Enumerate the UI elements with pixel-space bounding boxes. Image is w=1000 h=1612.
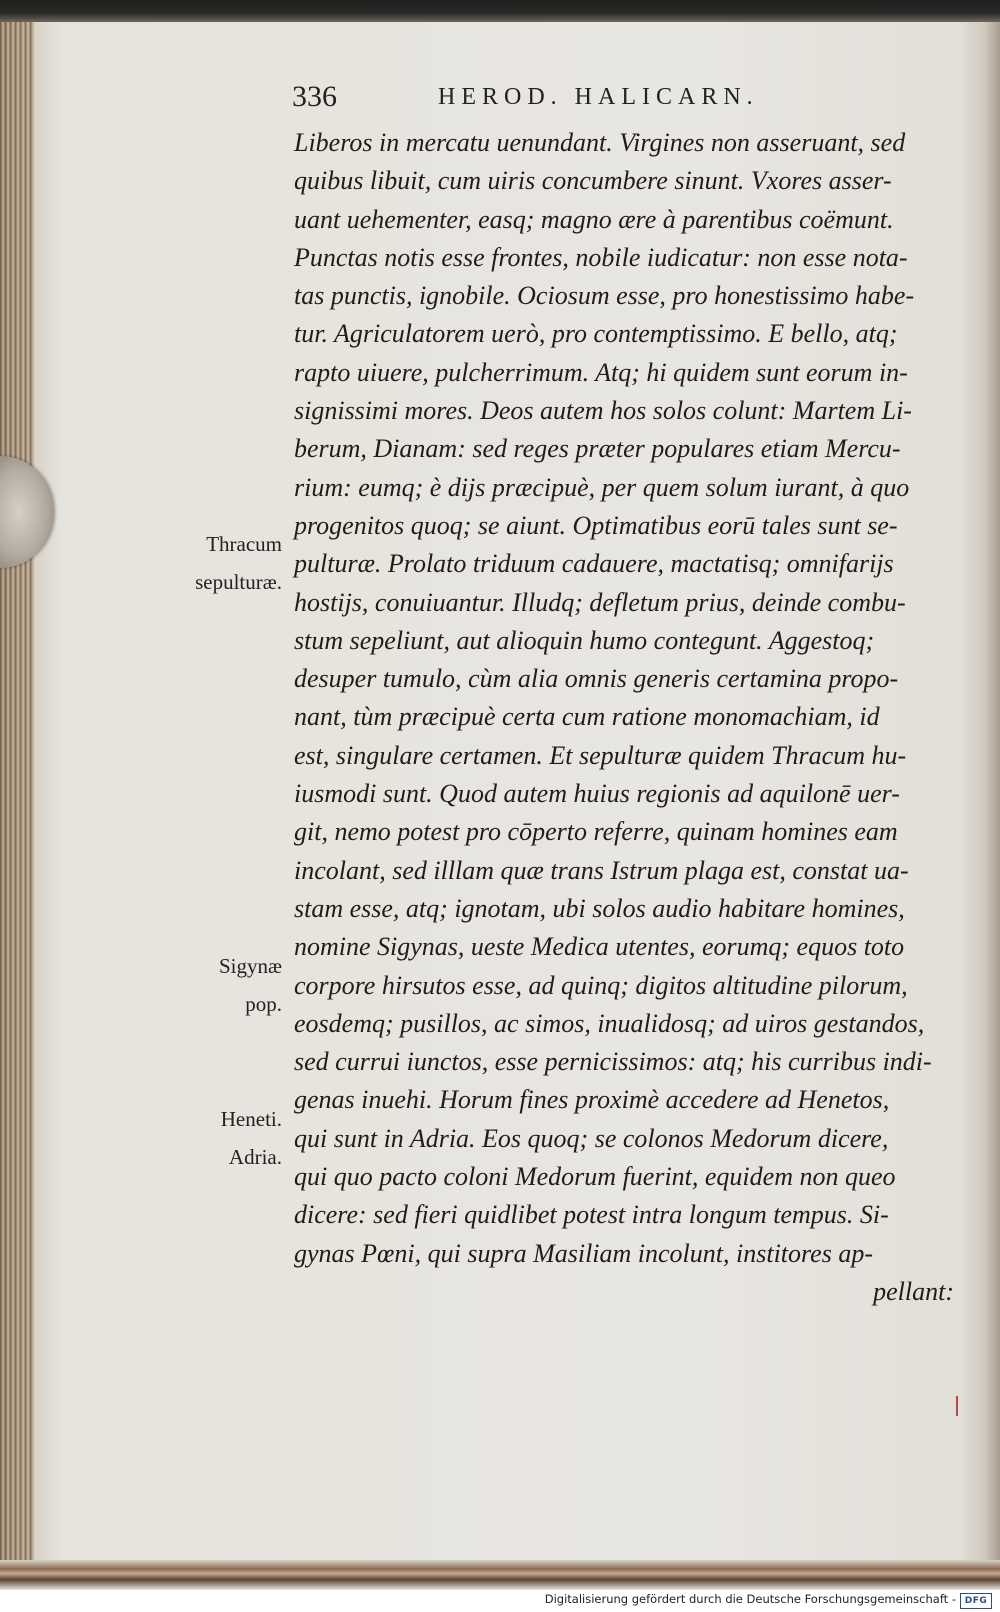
running-head: HEROD. HALICARN.: [438, 84, 759, 110]
text-line: sed currui iunctos, esse pernicissimos: atq; his curribus indi-: [294, 1047, 932, 1077]
text-line: genas inuehi. Horum fines proximè accedere ad Henetos,: [294, 1085, 890, 1115]
text-line: rium: eumq; è dijs præcipuè, per quem solum iurant, à quo: [294, 472, 910, 502]
text-line: quibus libuit, cum uiris concumbere sinunt. Vxores asser-: [294, 166, 892, 196]
dfg-logo: DFG: [960, 1593, 992, 1609]
text-line: Liberos in mercatu uenundant. Virgines non asseruant, sed: [294, 128, 906, 157]
text-line: rapto uiuere, pulcherrimum. Atq; hi quidem sunt eorum in-: [294, 357, 908, 387]
text-line: nant, tùm præcipuè certa cum ratione monomachiam, id: [294, 702, 880, 732]
text-line: dicere: sed fieri quidlibet potest intra longum tempus. Si-: [294, 1200, 889, 1230]
catchword: pellant:: [873, 1276, 954, 1306]
text-line: Punctas notis esse frontes, nobile iudicatur: non esse nota-: [294, 242, 908, 272]
text-line: gynas Pœni, qui supra Masiliam incolunt, institores ap-: [294, 1238, 873, 1268]
text-line: signissimi mores. Deos autem hos solos colunt: Martem Li-: [294, 396, 912, 426]
book-bottom-edge: [0, 1560, 1000, 1590]
text-line: eosdemq; pusillos, ac simos, inualidosq; ad uiros gestandos,: [294, 1008, 925, 1038]
marginal-note-thracum: Thracum: [206, 532, 282, 556]
text-line: nomine Sigynas, ueste Medica utentes, eorumq; equos toto: [294, 932, 905, 962]
text-line: tur. Agriculatorem uerò, pro contemptissimo. E bello, atq;: [294, 319, 898, 349]
page-clip: [0, 456, 54, 568]
text-line: tas punctis, ignobile. Ociosum esse, pro honestissimo habe-: [294, 281, 915, 311]
page-number: 336: [292, 80, 337, 113]
text-line: qui quo pacto coloni Medorum fuerint, equidem non queo: [294, 1162, 896, 1192]
text-line: corpore hirsutos esse, ad quinq; digitos altitudine pilorum,: [294, 970, 908, 1000]
text-line: qui sunt in Adria. Eos quoq; se colonos Medorum dicere,: [294, 1123, 889, 1153]
marginal-note-heneti: Heneti.: [220, 1107, 282, 1131]
text-line: uant uehementer, easq; magno ære à parentibus coëmunt.: [294, 204, 894, 234]
footer-credit: Digitalisierung gefördert durch die Deutsche Forschungsgemeinschaft -: [544, 1592, 956, 1606]
text-line: hostijs, conuiuantur. Illudq; defletum prius, deinde combu-: [294, 587, 906, 617]
text-line: berum, Dianam: sed reges præter populares etiam Mercu-: [294, 434, 901, 464]
text-line: pulturæ. Prolato triduum cadauere, mactatisq; omnifarijs: [294, 549, 894, 579]
text-line: desuper tumulo, cùm alia omnis generis certamina propo-: [294, 664, 899, 694]
text-line: est, singulare certamen. Et sepulturæ quidem Thracum hu-: [294, 740, 907, 770]
marginal-note-sigynae: Sigynæ: [218, 954, 282, 978]
text-line: progenitos quoq; se aiunt. Optimatibus eorū tales sunt se-: [294, 510, 898, 540]
text-line: iusmodi sunt. Quod autem huius regionis ad aquilonē uer-: [294, 779, 900, 809]
marginal-note-sepulturae: sepulturæ.: [195, 570, 282, 594]
ink-speck: [956, 1396, 958, 1416]
text-line: git, nemo potest pro cōperto referre, quinam homines eam: [294, 817, 898, 847]
page-edges-left: [0, 22, 34, 1582]
text-line: stum sepeliunt, aut alioquin humo contegunt. Aggestoq;: [294, 625, 875, 655]
text-line: stam esse, atq; ignotam, ubi solos audio habitare homines,: [294, 893, 905, 923]
book-top-edge: [0, 0, 1000, 22]
marginal-note-pop: pop.: [245, 992, 282, 1016]
text-line: incolant, sed illlam quæ trans Istrum plaga est, constat ua-: [294, 855, 909, 885]
marginal-note-adria: Adria.: [228, 1145, 282, 1169]
main-text: [294, 124, 960, 1311]
